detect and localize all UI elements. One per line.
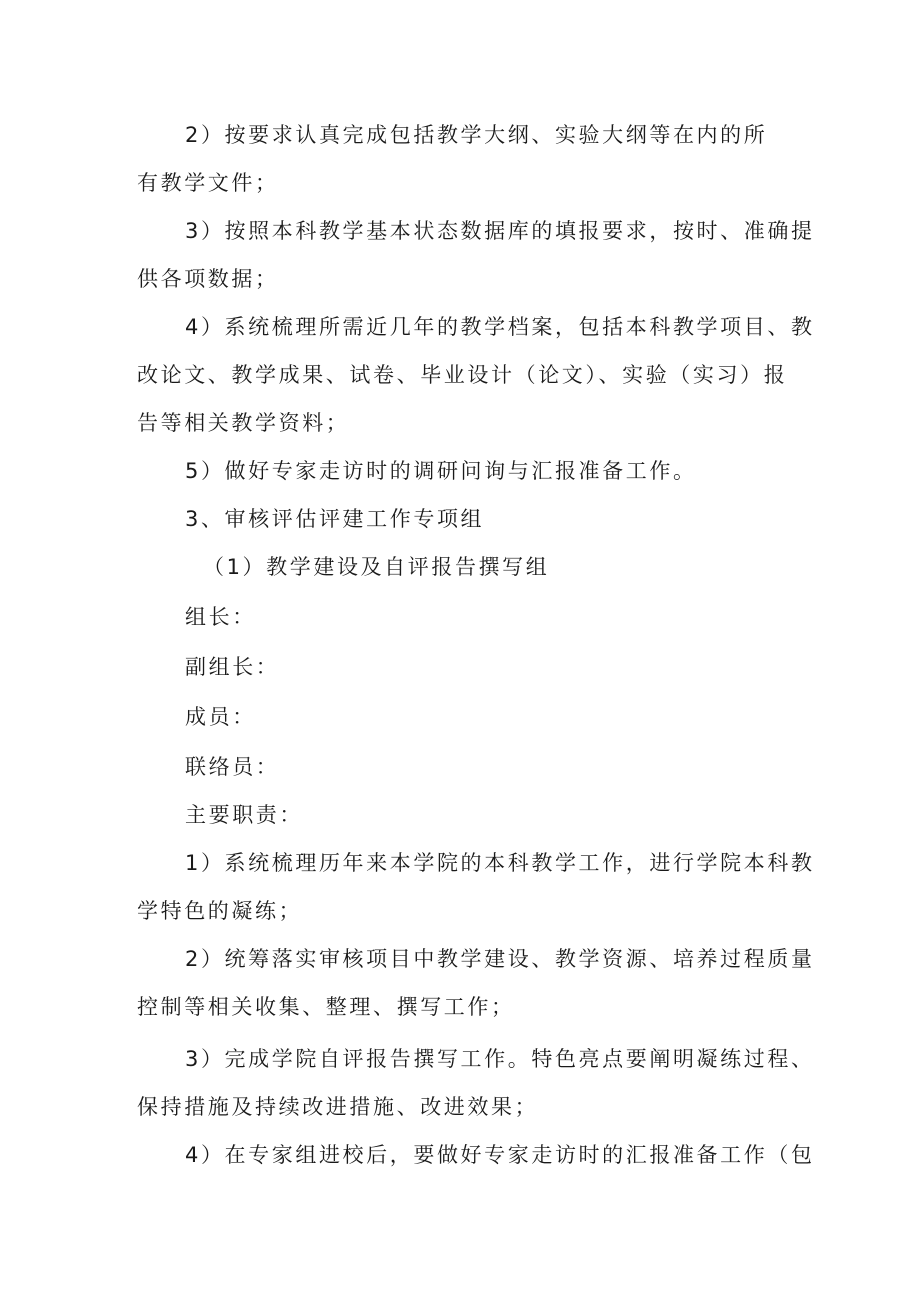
liaison-label: 联络员： [185,755,280,779]
section-heading: 3、审核评估评建工作专项组 [185,507,485,531]
paragraph-line: 2）按要求认真完成包括教学大纲、实验大纲等在内的所 [185,123,768,147]
paragraph-line: 1）系统梳理历年来本学院的本科教学工作，进行学院本科教 [185,851,815,875]
duties-heading: 主要职责： [185,803,303,827]
paragraph-line: 供各项数据； [137,267,279,291]
subsection-heading: （1）教学建设及自评报告撰写组 [203,555,550,579]
paragraph-line: 2）统筹落实审核项目中教学建设、教学资源、培养过程质量 [185,947,815,971]
paragraph-line: 3）完成学院自评报告撰写工作。特色亮点要阐明凝练过程、 [185,1047,815,1071]
paragraph-line: 保持措施及持续改进措施、改进效果； [137,1095,539,1119]
paragraph-line: 告等相关教学资料； [137,411,350,435]
paragraph-line: 5）做好专家走访时的调研问询与汇报准备工作。 [185,459,697,483]
paragraph-line: 有教学文件； [137,171,279,195]
members-label: 成员： [185,705,256,729]
paragraph-line: 3）按照本科教学基本状态数据库的填报要求，按时、准确提 [185,219,815,243]
paragraph-line: 控制等相关收集、整理、撰写工作； [137,995,515,1019]
paragraph-line: 4）系统梳理所需近几年的教学档案，包括本科教学项目、教 [185,315,815,339]
paragraph-line: 学特色的凝练； [137,899,303,923]
paragraph-line: 4）在专家组进校后，要做好专家走访时的汇报准备工作（包 [185,1143,815,1167]
deputy-leader-label: 副组长： [185,655,280,679]
paragraph-line: 改论文、教学成果、试卷、毕业设计（论文）、实验（实习）报 [137,363,788,387]
group-leader-label: 组长： [185,605,256,629]
